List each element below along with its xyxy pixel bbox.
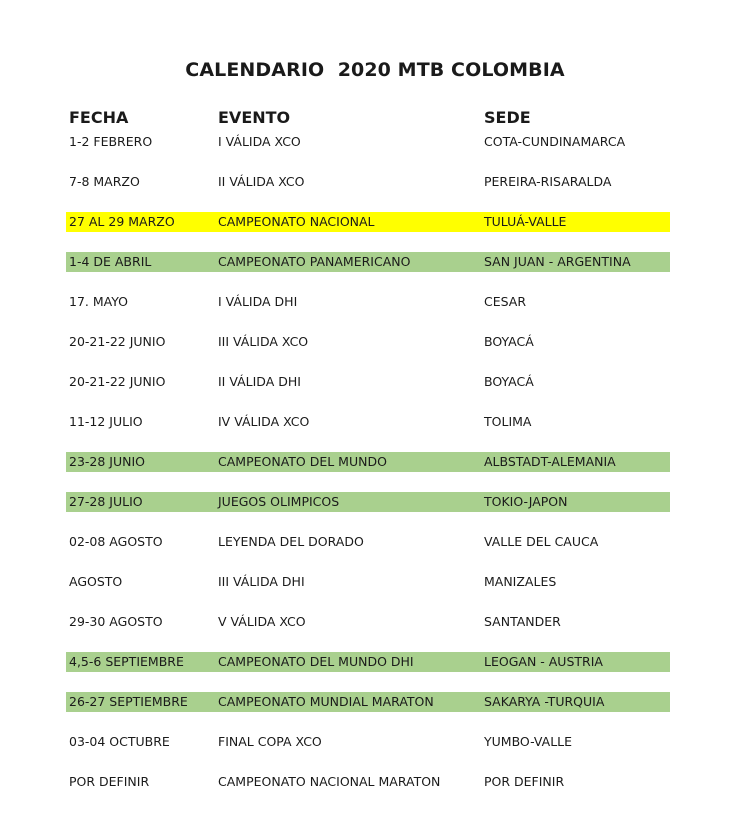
cell-evento: IV VÁLIDA XCO	[218, 414, 310, 429]
table-row	[0, 252, 750, 272]
cell-fecha: 1-4 DE ABRIL	[69, 254, 152, 269]
cell-sede: VALLE DEL CAUCA	[484, 534, 599, 549]
cell-evento: LEYENDA DEL DORADO	[218, 534, 364, 549]
cell-sede: TULUÁ-VALLE	[484, 214, 567, 229]
header-evento: EVENTO	[218, 108, 291, 127]
cell-evento: CAMPEONATO NACIONAL MARATON	[218, 774, 441, 789]
cell-evento: I VÁLIDA XCO	[218, 134, 301, 149]
table-row	[0, 292, 750, 312]
table-row	[0, 772, 750, 792]
cell-fecha: 03-04 OCTUBRE	[69, 734, 170, 749]
cell-fecha: 1-2 FEBRERO	[69, 134, 153, 149]
cell-sede: ALBSTADT-ALEMANIA	[484, 454, 616, 469]
cell-evento: CAMPEONATO DEL MUNDO	[218, 454, 387, 469]
cell-sede: POR DEFINIR	[484, 774, 565, 789]
cell-evento: CAMPEONATO MUNDIAL MARATON	[218, 694, 434, 709]
cell-fecha: 20-21-22 JUNIO	[69, 374, 166, 389]
cell-evento: III VÁLIDA DHI	[218, 574, 305, 589]
cell-fecha: 17. MAYO	[69, 294, 129, 309]
cell-sede: LEOGAN - AUSTRIA	[484, 654, 603, 669]
cell-sede: PEREIRA-RISARALDA	[484, 174, 612, 189]
table-row	[0, 332, 750, 352]
table-row	[0, 572, 750, 592]
document-title: CALENDARIO 2020 MTB COLOMBIA	[185, 59, 565, 81]
table-row	[0, 652, 750, 672]
table-row	[0, 732, 750, 752]
cell-fecha: 4,5-6 SEPTIEMBRE	[69, 654, 184, 669]
table-row	[0, 172, 750, 192]
table-row	[0, 132, 750, 152]
cell-sede: YUMBO-VALLE	[484, 734, 573, 749]
cell-evento: FINAL COPA XCO	[218, 734, 322, 749]
cell-sede: BOYACÁ	[484, 334, 534, 349]
cell-fecha: 23-28 JUNIO	[69, 454, 146, 469]
cell-fecha: AGOSTO	[69, 574, 123, 589]
cell-sede: MANIZALES	[484, 574, 557, 589]
cell-fecha: 27-28 JULIO	[69, 494, 143, 509]
cell-evento: III VÁLIDA XCO	[218, 334, 309, 349]
cell-sede: SANTANDER	[484, 614, 561, 629]
cell-fecha: 26-27 SEPTIEMBRE	[69, 694, 188, 709]
cell-evento: II VÁLIDA XCO	[218, 174, 305, 189]
table-header	[0, 108, 750, 132]
cell-evento: CAMPEONATO NACIONAL	[218, 214, 375, 229]
table-row	[0, 412, 750, 432]
cell-evento: II VÁLIDA DHI	[218, 374, 301, 389]
cell-fecha: 20-21-22 JUNIO	[69, 334, 166, 349]
cell-evento: I VÁLIDA DHI	[218, 294, 298, 309]
table-row	[0, 492, 750, 512]
cell-fecha: 02-08 AGOSTO	[69, 534, 163, 549]
row-highlight	[66, 492, 670, 512]
cell-sede: SAKARYA -TURQUIA	[484, 694, 605, 709]
table-row	[0, 452, 750, 472]
table-row	[0, 212, 750, 232]
cell-fecha: POR DEFINIR	[69, 774, 150, 789]
cell-fecha: 27 AL 29 MARZO	[69, 214, 175, 229]
cell-evento: V VÁLIDA XCO	[218, 614, 306, 629]
cell-fecha: 11-12 JULIO	[69, 414, 143, 429]
cell-evento: CAMPEONATO PANAMERICANO	[218, 254, 411, 269]
table-row	[0, 372, 750, 392]
cell-fecha: 29-30 AGOSTO	[69, 614, 163, 629]
cell-fecha: 7-8 MARZO	[69, 174, 140, 189]
cell-evento: JUEGOS OLIMPICOS	[218, 494, 340, 509]
table-row	[0, 532, 750, 552]
cell-sede: BOYACÁ	[484, 374, 534, 389]
cell-sede: SAN JUAN - ARGENTINA	[484, 254, 631, 269]
table-row	[0, 692, 750, 712]
header-sede: SEDE	[484, 108, 531, 127]
cell-sede: COTA-CUNDINAMARCA	[484, 134, 626, 149]
cell-evento: CAMPEONATO DEL MUNDO DHI	[218, 654, 414, 669]
table-row	[0, 612, 750, 632]
cell-sede: TOLIMA	[484, 414, 532, 429]
header-fecha: FECHA	[69, 108, 129, 127]
cell-sede: CESAR	[484, 294, 527, 309]
cell-sede: TOKIO-JAPON	[484, 494, 568, 509]
